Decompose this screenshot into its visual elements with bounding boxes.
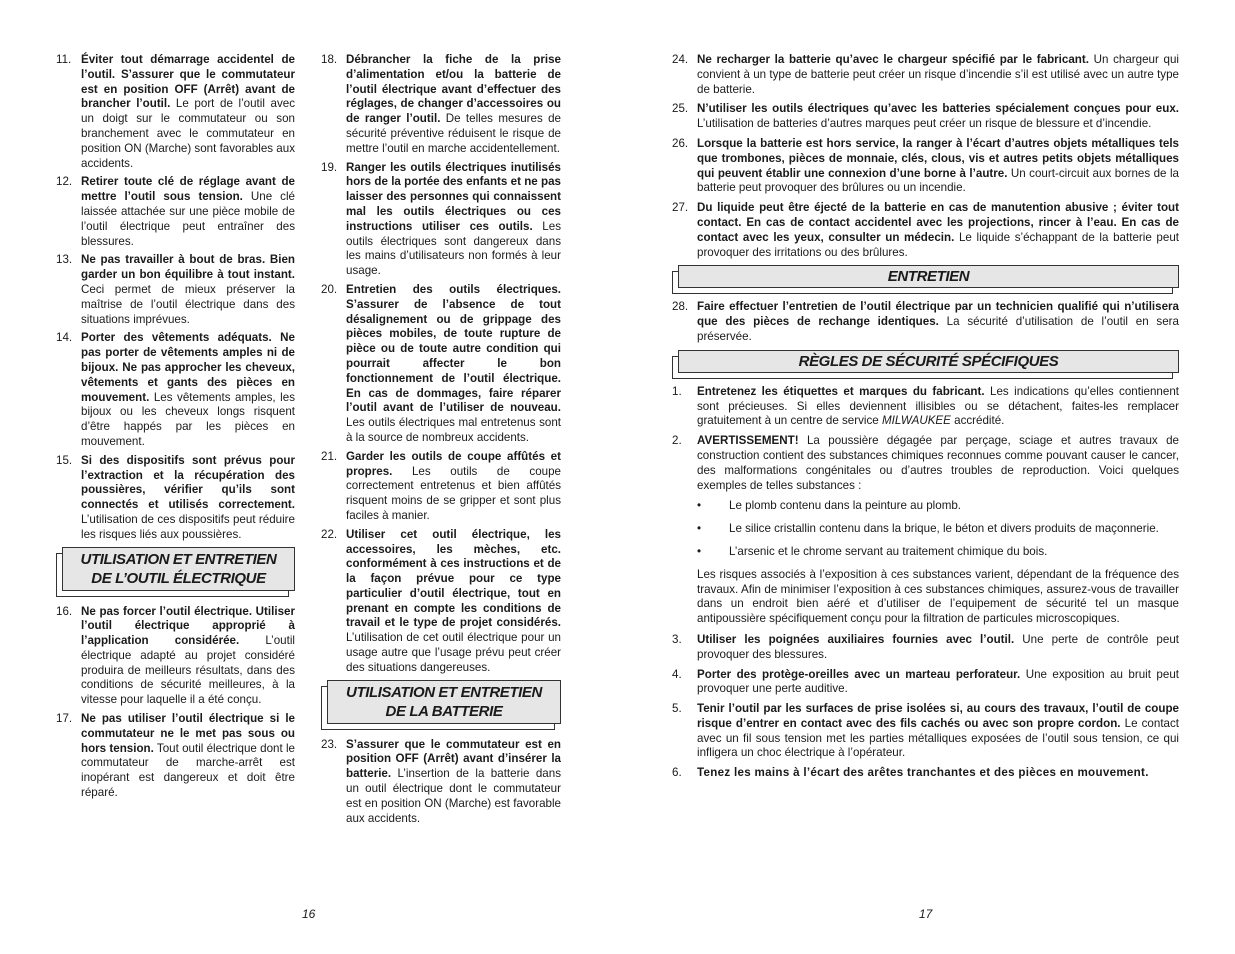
brand-name: MILWAUKEE [881,414,951,428]
item-body-text: Un court-circuit aux bornes de la batterie peut provoquer des brûlures ou un incendie. [697,166,1179,195]
item-bold-text: Tenez les mains à l’écart des arêtes tranchantes et des pièces en mouvement. [697,766,1149,780]
item-bold-text: Ne pas utiliser l’outil électrique si le commutateur ne le met pas sous ou hors tension. [81,712,295,755]
item-body-text: La sécurité d’utilisation de l’outil en sera préservée. [697,315,1179,343]
item-bold-text: Ne pas travailler à bout de bras. Bien garder un bon équilibre à tout instant. [81,253,295,282]
safety-item [321,283,561,446]
item-list-28 [672,300,1179,344]
safety-item [321,161,561,279]
safety-item [56,331,295,449]
safety-item [56,605,295,709]
item-bold-text: Ne pas forcer l’outil électrique. Utiliser l’outil électrique approprié à l’application considérée. [81,604,295,648]
safety-item [321,528,561,676]
section-heading-specific-rules [678,350,1179,373]
safety-item [672,766,1179,781]
safety-item [672,137,1179,196]
item-bold-text: Utiliser cet outil électrique, les accessoires, les mèches, etc. conformément à ces instructions et de la façon prévue pour ce type particulier d’outil électrique, tout en prenant en compte les conditions de travail et le type de projet considérés. [346,527,561,630]
heading-line: ENTRETIEN [887,268,970,286]
item-number: 24. [672,53,689,66]
item-body-text: Le liquide s’échappant de la batterie peut provoquer des irritations ou des brûlures. [697,230,1179,259]
item-bold-text: Porter des protège-oreilles avec un marteau perforateur. [697,667,1021,681]
item-number: 27. [672,201,689,215]
safety-item [672,385,1179,429]
heading-line: DE L’OUTIL ÉLECTRIQUE [91,569,266,587]
bullet-text: Le plomb contenu dans la peinture au plomb. [729,499,962,513]
safety-item [56,454,295,543]
item-body-text: Les outils électriques sont dangereux dans les mains d’utilisateurs non formés à leur usage. [346,219,561,278]
item-number: 4. [672,667,682,681]
list-item [672,499,1179,514]
item-bold-text: Tenir l’outil par les surfaces de prise isolées si, au cours des travaux, l’outil de coupe risque d’entrer en contact avec des fils cachés ou avec son propre cordon. [697,702,1179,730]
risk-paragraph: Les risques associés à l’exposition à ces substances varient, dépendant de la fréquence des travaux. Afin de minimiser l’exposition à ces substances chimiques, assurez-vous de travailler dans un endroit bien aéré et d’utiliser de l’equipement de sécurité tel un masque antipoussière spécifiquement conçu pour la filtration de particules microscopiques. [697,567,1179,626]
item-bold-text: Ranger les outils électriques inutilisés hors de la portée des enfants et ne pas laisser des personnes qui connaissent mal les outils électriques ou ces instructions utiliser ces outils. [346,160,561,233]
item-body-text: L’insertion de la batterie dans un outil électrique dont le commutateur est en position ON (Marche) est favorable aux accidents. [346,767,561,825]
safety-item [672,53,1179,97]
section-heading-maintenance [678,265,1179,288]
item-number: 2. [672,434,682,448]
page-number-right: 17 [919,907,933,921]
section-heading-tool-use [62,547,295,591]
bullet-text: Le silice cristallin contenu dans la brique, le béton et divers produits de maçonnerie. [729,522,1159,536]
item-bold-text: Du liquide peut être éjecté de la batterie en cas de manutention abusive ; éviter tout contact. En cas de contact accidentel avec les projections, rincer à l’eau. En cas de contact avec les yeux, consulter un médecin. [697,201,1179,244]
item-body-text: La poussière dégagée par perçage, sciage et autres travaux de construction contient des substances chimiques reconnues comme pouvant causer le cancer, des malformations congénitales ou d’autres troubles de reproduction. Voici quelques exemples de telles substances : [697,434,1179,492]
safety-item [672,702,1179,761]
item-bold-text: Retirer toute clé de réglage avant de mettre l’outil sous tension. [81,175,295,204]
item-bold-text: Garder les outils de coupe affûtés et propres. [346,449,561,478]
item-number: 20. [321,282,338,296]
item-body-text: Une exposition au bruit peut provoquer une perte auditive. [697,667,1179,696]
item-list-23 [321,738,561,827]
section-heading-battery-use [327,680,561,724]
item-bold-text: Faire effectuer l’entretien de l’outil électrique par un technicien qualifié qui n’utilisera que des pièces de rechange identiques. [697,300,1179,329]
heading-line: RÈGLES DE SÉCURITÉ SPÉCIFIQUES [798,352,1059,370]
item-bold-text: Entretien des outils électriques. S’assurer de l’absence de tout désalignement ou de grippage des pièces mobiles, de toute rupture de pièce ou de toute autre condition qui pourrait affecter le bon fonctionnement de l’outil électrique. En cas de dommages, faire réparer l’outil avant de l’utiliser de nouveau. [346,282,561,415]
item-body-text: accrédité. [950,414,1005,428]
bullet-icon: • [697,544,702,558]
item-number: 28. [672,300,689,314]
item-number: 12. [56,175,73,189]
item-body-text: Les vêtements amples, les bijoux ou les cheveux longs risquent d’être happés par les pièces en mouvement. [81,390,295,448]
safety-item [56,712,295,801]
list-item [672,545,1179,560]
left-page-column-2 [321,53,561,830]
item-bold-text: Utiliser les poignées auxiliaires fournies avec l’outil. [697,632,1015,646]
item-bold-text: Lorsque la batterie est hors service, la ranger à l’écart d’autres objets métalliques tels que trombones, pièces de monnaie, clés, clous, vis et autres petits objets métalliques qui peuvent établir une connexion d’une borne à l’autre. [697,136,1179,180]
item-number: 11. [56,53,72,66]
item-number: 1. [672,384,682,398]
item-body-text: Tout outil électrique dont le commutateur de marche-arrêt est inopérant est dangereux et doit être réparé. [81,741,296,800]
safety-item [672,434,1179,493]
item-body-text: Une perte de contrôle peut provoquer des blessures. [697,632,1179,661]
item-number: 23. [321,737,338,751]
safety-item [56,253,295,327]
item-body-text: L’utilisation de cet outil électrique pour un usage autre que l’usage prévu peut créer des situations dangereuses. [346,631,561,674]
left-page-column-1 [56,53,295,805]
item-number: 22. [321,527,338,541]
item-body-text: Une clé laissée attachée sur une pièce mobile de l’outil électrique peut entraîner des blessures. [81,190,296,248]
safety-item [672,201,1179,260]
safety-item [321,53,561,157]
item-number: 25. [672,102,689,116]
substance-bullet-list [672,499,1179,559]
item-number: 17. [56,712,73,726]
right-page-column [672,53,1179,786]
item-number: 18. [321,53,338,66]
item-number: 6. [672,766,682,780]
item-number: 5. [672,702,682,716]
item-number: 26. [672,136,689,150]
item-body-text: Ceci permet de mieux préserver la maîtrise de l’outil électrique dans des situations imprévues. [81,282,295,326]
item-number: 21. [321,449,338,463]
item-bold-text: Éviter tout démarrage accidentel de l’outil. S’assurer que le commutateur est en position OFF (Arrêt) avant de brancher l’outil. [81,53,295,111]
safety-item [672,102,1179,132]
item-body-text: L’utilisation de batteries d’autres marques peut créer un risque de blessure et d’incendie. [697,117,1152,131]
warning-label: AVERTISSEMENT! [697,434,799,448]
safety-item [672,633,1179,663]
bullet-icon: • [697,499,702,513]
heading-line: UTILISATION ET ENTRETIEN [80,550,277,568]
item-list-24-27 [672,53,1179,260]
list-item [672,522,1179,537]
item-number: 19. [321,160,338,174]
item-bold-text: S’assurer que le commutateur est en position OFF (Arrêt) avant d’insérer la batterie. [346,737,561,781]
item-body-text: Les outils de coupe correctement entretenus et bien affûtés risquent moins de se gripper et sont plus faciles à manier. [346,464,561,522]
item-list-11-15 [56,53,295,543]
item-number: 14. [56,331,73,345]
item-number: 16. [56,604,73,618]
bullet-text: L’arsenic et le chrome servant au traitement chimique du bois. [729,544,1048,558]
item-list-18-22 [321,53,561,676]
item-body-text: Les outils électriques mal entretenus sont à la source de nombreux accidents. [346,416,561,444]
item-body-text: De telles mesures de sécurité préventive réduisent le risque de mettre l’outil en marche accidentellement. [346,112,562,155]
item-body-text: Le contact avec un fil sous tension met les parties métalliques exposées de l’outil sous tension, ce qui infligera un choc électrique à l’opérateur. [697,716,1180,760]
item-body-text: L’utilisation de ces dispositifs peut réduire les risques liés aux poussières. [81,512,295,541]
safety-item [321,738,561,827]
safety-item [672,300,1179,344]
item-body-text: Les indications qu’elles contiennent sont précieuses. Si elles deviennent illisibles ou se détachent, faites-les remplacer gratuitement à un centre de service [697,384,1179,428]
item-bold-text: Porter des vêtements adéquats. Ne pas porter de vêtements amples ni de bijoux. Ne pas approcher les cheveux, vêtements et gants des pièces en mouvement. [81,331,295,404]
page-number-left: 16 [302,907,316,921]
safety-item [321,450,561,524]
item-number: 3. [672,632,682,646]
heading-line: DE LA BATTERIE [385,702,503,720]
item-number: 13. [56,253,73,267]
item-bold-text: Ne recharger la batterie qu’avec le chargeur spécifié par le fabricant. [697,53,1089,66]
item-body-text: Le port de l’outil avec un doigt sur le commutateur ou son branchement avec le commutateur en position ON (Marche) sont favorables aux accidents. [81,97,295,170]
item-bold-text: N’utiliser les outils électriques qu’avec les batteries spécialement conçues pour eux. [697,102,1179,116]
safety-item [672,668,1179,698]
heading-line: UTILISATION ET ENTRETIEN [346,683,542,701]
item-bold-text: Débrancher la fiche de la prise d’alimentation et/ou la batterie de l’outil électrique avant d’effectuer des réglages, de changer d’accessoires ou de ranger l’outil. [346,53,561,126]
item-body-text: Un chargeur qui convient à un type de batterie peut créer un risque d’incendie s’il est utilisé avec un autre type de batterie. [697,53,1179,96]
bullet-icon: • [697,522,702,536]
safety-item [56,175,295,249]
item-body-text: L’outil électrique adapté au projet considéré produira de meilleurs résultats, dans des conditions de sécurité meilleures, à la vitesse pour laquelle il a été conçu. [81,634,295,707]
item-number: 15. [56,453,73,467]
safety-item [56,53,295,171]
item-bold-text: Si des dispositifs sont prévus pour l’extraction et la récupération des poussières, vérifier qu’ils sont connectés et utilisés correctement. [81,453,295,512]
item-list-3-6 [672,633,1179,781]
item-bold-text: Entretenez les étiquettes et marques du fabricant. [697,384,985,398]
item-list-16-17 [56,605,295,801]
